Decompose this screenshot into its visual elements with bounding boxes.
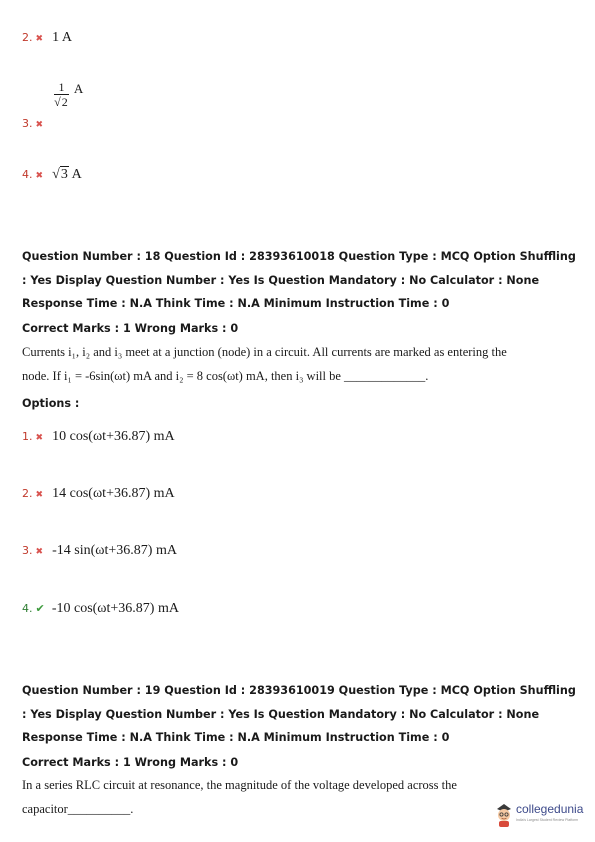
wrong-mark-icon: ✖ bbox=[35, 34, 44, 44]
marks-info: Correct Marks : 1 Wrong Marks : 0 bbox=[22, 756, 239, 769]
question-text bbox=[22, 340, 582, 388]
option-number: 3. bbox=[22, 544, 33, 557]
correct-check-icon: ✔ bbox=[35, 602, 45, 615]
option-text: 14 cos(ωt+36.87) mA bbox=[52, 486, 175, 501]
fraction-denominator: √2 bbox=[54, 95, 68, 109]
option-row bbox=[22, 597, 179, 617]
options-label: Options : bbox=[22, 397, 80, 410]
mascot-icon bbox=[494, 802, 514, 828]
question-meta: Question Number : 18 Question Id : 28393610018 Question Type : MCQ Option Shuffling : Yes Display Question Number : Yes Is Question Mandatory : No Calculator : None Response Time : N.A Think Time : N.A Minimum Instruction Time : 0 bbox=[22, 250, 576, 310]
question-text-line: capacitor__________. bbox=[22, 802, 134, 816]
option-row bbox=[22, 26, 72, 46]
option-number: 4. bbox=[22, 602, 33, 615]
option-row bbox=[22, 163, 82, 183]
collegedunia-logo bbox=[494, 800, 592, 832]
option-number: 3. bbox=[22, 117, 33, 130]
wrong-mark-icon: ✖ bbox=[35, 490, 44, 500]
logo-name: collegedunia bbox=[516, 802, 584, 816]
wrong-mark-icon: ✖ bbox=[35, 547, 44, 557]
option-row bbox=[22, 482, 175, 502]
wrong-mark-icon: ✖ bbox=[35, 433, 44, 443]
wrong-mark-icon: ✖ bbox=[35, 171, 44, 181]
fraction bbox=[54, 80, 69, 109]
option-row bbox=[22, 425, 175, 445]
question-text-line: node. If i₁ = -6sin(ωt) mA and i₂ = 8 cos(ωt) mA, then i₃ will be _____________. bbox=[22, 369, 429, 383]
option-number: 4. bbox=[22, 168, 33, 181]
option-text: -14 sin(ωt+36.87) mA bbox=[52, 543, 177, 558]
option-text: √3 A bbox=[52, 167, 82, 182]
question-meta: Question Number : 19 Question Id : 28393610019 Question Type : MCQ Option Shuffling : Yes Display Question Number : Yes Is Question Mandatory : No Calculator : None Response Time : N.A Think Time : N.A Minimum Instruction Time : 0 bbox=[22, 684, 576, 744]
option-text: 10 cos(ωt+36.87) mA bbox=[52, 429, 175, 444]
option-number: 2. bbox=[22, 487, 33, 500]
unit: A bbox=[71, 167, 82, 182]
unit: A bbox=[73, 81, 84, 96]
option-number: 2. bbox=[22, 31, 33, 44]
radicand: 2 bbox=[61, 95, 68, 109]
fraction-numerator: 1 bbox=[54, 80, 69, 95]
question-text-line: In a series RLC circuit at resonance, the magnitude of the voltage developed across the bbox=[22, 778, 457, 792]
question-text-line: Currents i₁, i₂ and i₃ meet at a junction (node) in a circuit. All currents are marked as entering the bbox=[22, 345, 507, 359]
option-text: 1 A bbox=[52, 30, 72, 45]
wrong-mark-icon: ✖ bbox=[35, 120, 44, 130]
logo-tagline: India's Largest Student Review Platform bbox=[516, 818, 579, 822]
option-text: -10 cos(ωt+36.87) mA bbox=[51, 601, 179, 616]
marks-info: Correct Marks : 1 Wrong Marks : 0 bbox=[22, 322, 239, 335]
option-row bbox=[22, 80, 84, 130]
radicand: 3 bbox=[60, 167, 68, 182]
option-row bbox=[22, 539, 177, 559]
option-number: 1. bbox=[22, 430, 33, 443]
